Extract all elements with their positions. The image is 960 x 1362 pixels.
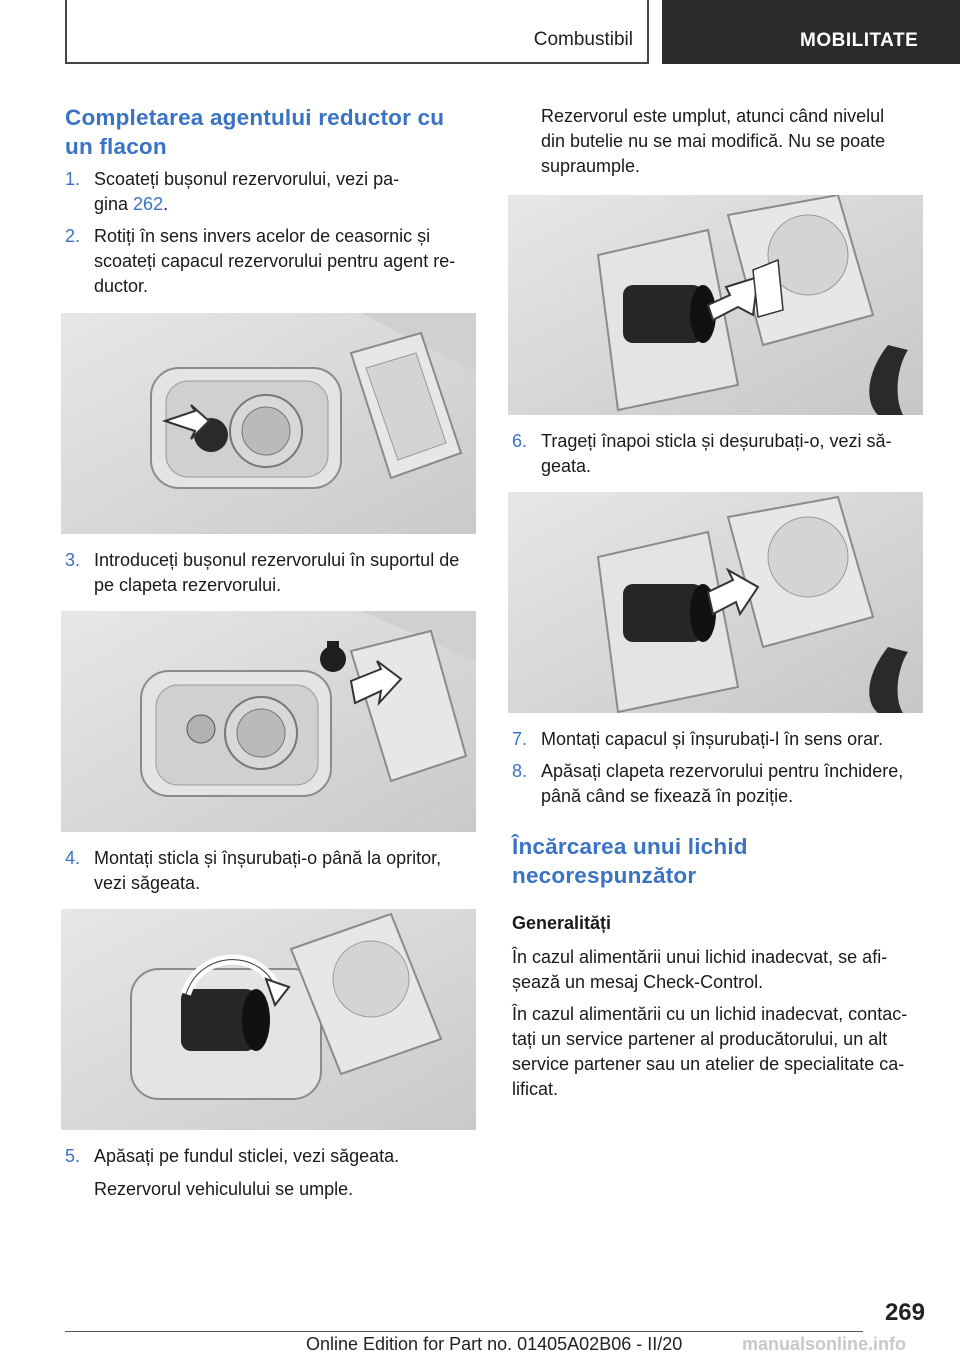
step-text: . [163, 194, 169, 214]
intro-paragraph [541, 104, 931, 179]
para-line: tați un service partener al producătorului, un alt [512, 1029, 888, 1049]
figure-screw-on-bottle [61, 909, 476, 1130]
step-text: până când se fixează în poziție. [541, 786, 794, 806]
header-section-title: Combustibil [533, 29, 633, 50]
step-text: Scoateți bușonul rezervorului, vezi pa- [94, 169, 400, 189]
footer-divider [65, 1331, 863, 1332]
subheading-general: Generalități [512, 913, 612, 933]
step-3 [65, 548, 485, 598]
para-line: șează un mesaj Check-Control. [512, 972, 764, 992]
step-5 [65, 1144, 485, 1169]
section-title-right [512, 832, 748, 890]
para-line: lificat. [512, 1079, 559, 1099]
step-text: geata. [541, 456, 592, 476]
figure-press-bottle-bottom [508, 195, 923, 415]
step-text: Introduceți bușonul rezervorului în suportul de [94, 550, 460, 570]
para-line: În cazul alimentării cu un lichid inadecvat, contac- [512, 1004, 908, 1024]
step-number: 5. [65, 1146, 81, 1166]
step-number: 8. [512, 761, 528, 781]
step-number: 3. [65, 550, 81, 570]
title-line: un flacon [65, 134, 167, 159]
step-7 [512, 727, 932, 752]
step-text: Montați sticla și înșurubați-o până la opritor, [94, 848, 442, 868]
header-chapter-title: MOBILITATE [800, 30, 919, 51]
para-line: În cazul alimentării unui lichid inadecvat, se afi- [512, 947, 888, 967]
header-chapter-tab [662, 0, 960, 64]
step-5-note: Rezervorul vehiculului se umple. [94, 1179, 354, 1199]
step-text: scoateți capacul rezervorului pentru agent re- [94, 251, 456, 271]
step-text: vezi săgeata. [94, 873, 201, 893]
step-4 [65, 846, 485, 896]
page-link[interactable]: 262 [133, 194, 164, 214]
step-number: 2. [65, 226, 81, 246]
step-number: 7. [512, 729, 528, 749]
title-line: necorespunzător [512, 863, 697, 888]
step-text: pe clapeta rezervorului. [94, 575, 282, 595]
title-line: Încărcarea unui lichid [512, 834, 748, 859]
title-line: Completarea agentului reductor cu [65, 105, 445, 130]
step-2 [65, 224, 485, 299]
step-text: gina [94, 194, 134, 214]
para-line: service partener sau un atelier de specialitate ca- [512, 1054, 905, 1074]
step-8 [512, 759, 932, 809]
header-section-box [65, 0, 649, 64]
step-1 [65, 167, 485, 217]
para-line: supraumple. [541, 156, 641, 176]
para-line: Rezervorul este umplut, atunci când nivelul [541, 106, 885, 126]
step-6 [512, 429, 932, 479]
step-text: Montați capacul și înșurubați-l în sens orar. [541, 729, 884, 749]
watermark-logo: manualsonline.info [742, 1334, 907, 1354]
paragraph-2 [512, 1002, 932, 1102]
step-text: Rotiți în sens invers acelor de ceasornic și [94, 226, 431, 246]
footer-edition: Online Edition for Part no. 01405A02B06 - II/20 [306, 1334, 683, 1354]
section-title-left [65, 103, 444, 161]
paragraph-1 [512, 945, 932, 995]
step-text: Apăsați pe fundul sticlei, vezi săgeata. [94, 1146, 400, 1166]
step-number: 1. [65, 169, 81, 189]
step-number: 4. [65, 848, 81, 868]
step-number: 6. [512, 431, 528, 451]
figure-insert-cap-in-holder [61, 611, 476, 832]
page-number: 269 [884, 1299, 925, 1326]
para-line: din butelie nu se mai modifică. Nu se poate [541, 131, 886, 151]
figure-pull-back-bottle [508, 492, 923, 713]
step-text: Trageți înapoi sticla și deșurubați-o, vezi să- [541, 431, 892, 451]
step-text: Apăsați clapeta rezervorului pentru închidere, [541, 761, 904, 781]
figure-remove-reductant-cap [61, 313, 476, 534]
step-text: ductor. [94, 276, 149, 296]
